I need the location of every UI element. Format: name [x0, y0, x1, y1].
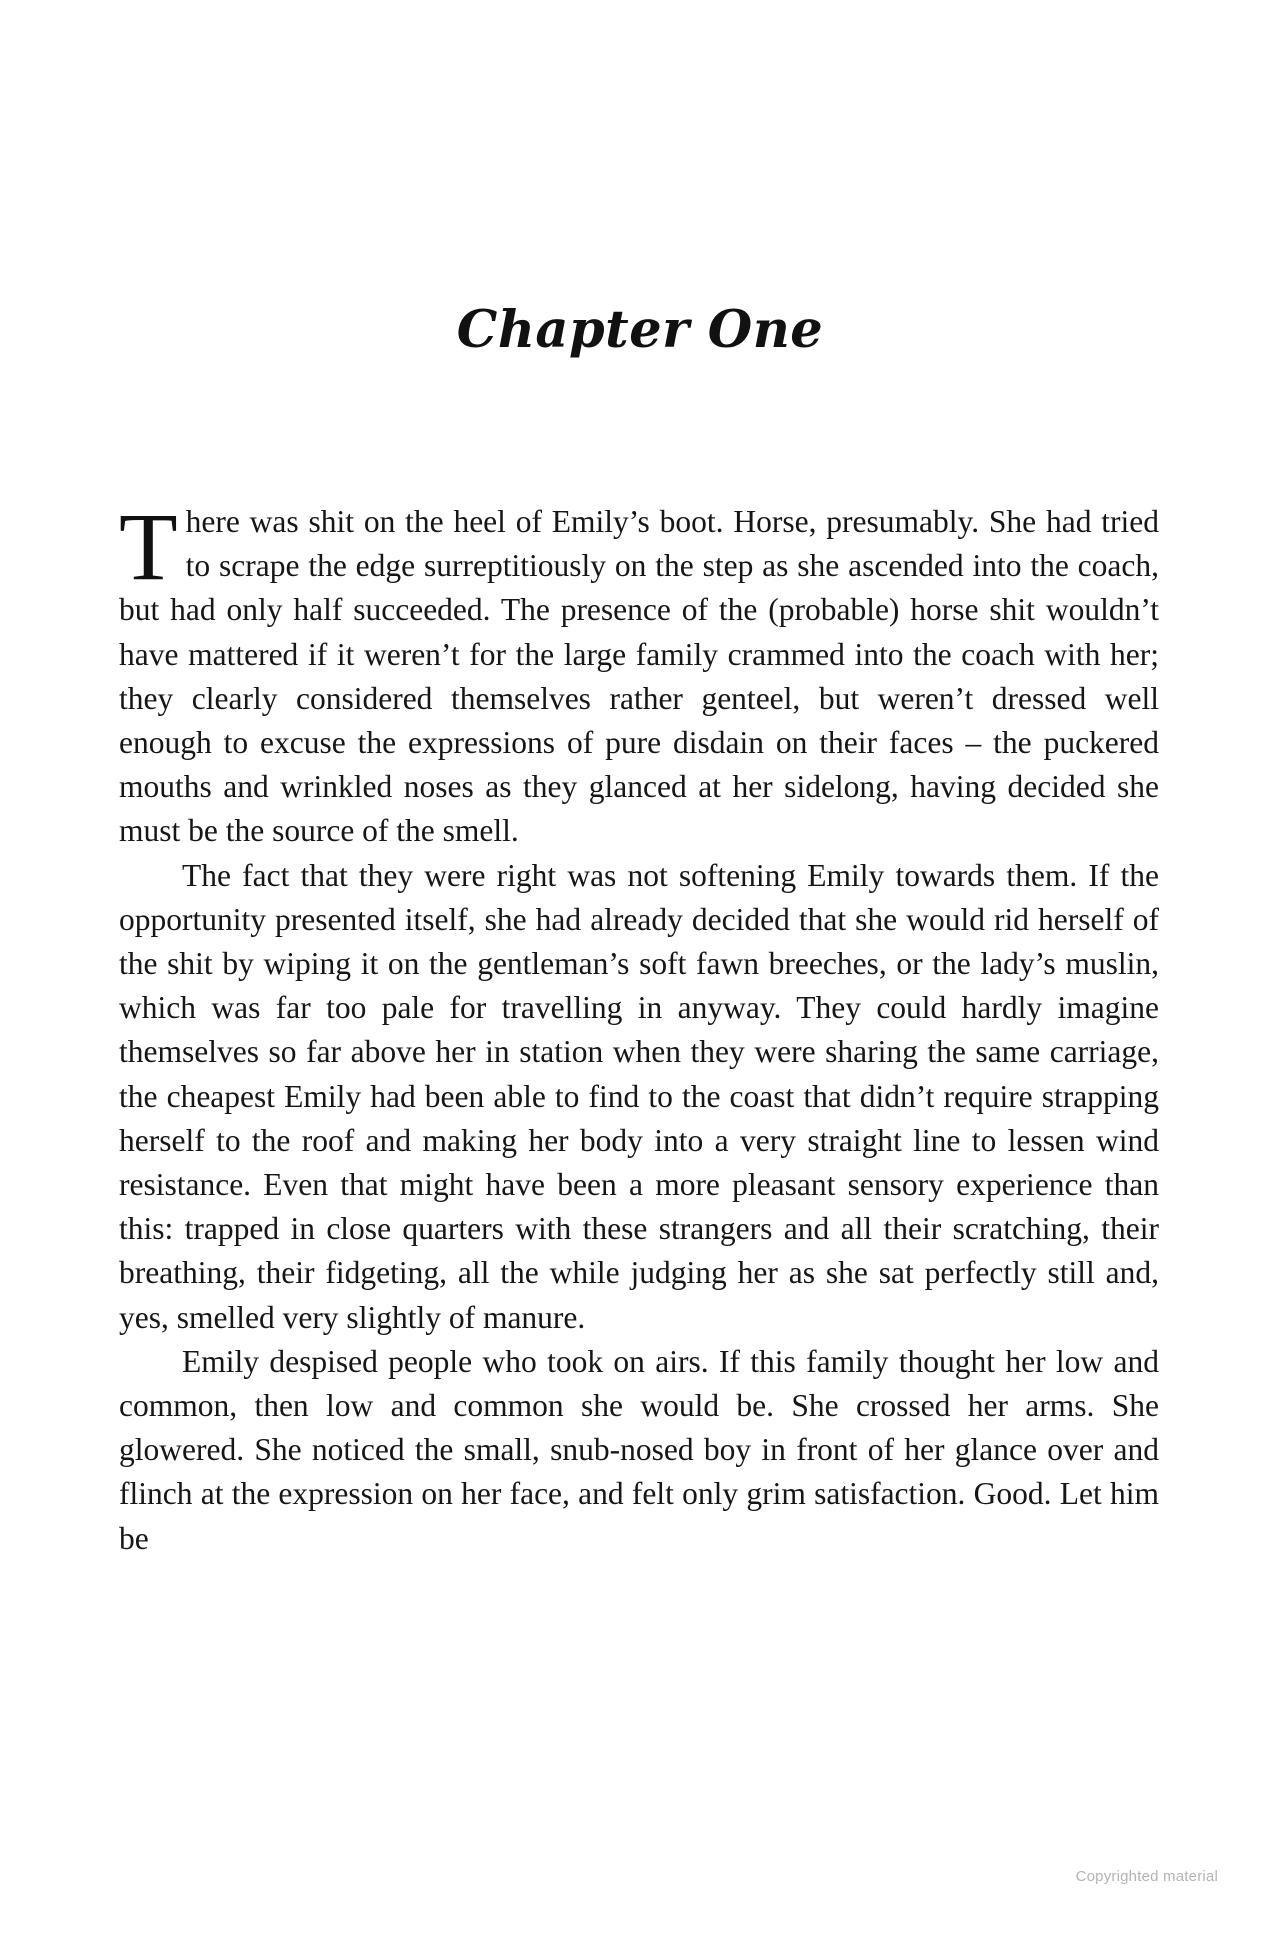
drop-cap: T	[119, 493, 178, 600]
copyright-notice: Copyrighted material	[1075, 1868, 1218, 1885]
body-text	[119, 493, 1159, 1561]
paragraph-1-text: here was shit on the heel of Emily’s boot. Horse, presumably. She had tried to scrape the edge surreptitiously on the step as she ascended into the coach, but had only half succeeded. The presence of the (probable) horse shit wouldn’t have mattered if it weren’t for the large family crammed into the coach with her; they clearly considered themselves rather genteel, but weren’t dressed well enough to excuse the expressions of pure disdain on their faces – the puckered mouths and wrinkled noses as they glanced at her sidelong, having decided she must be the source of the smell.	[119, 504, 1159, 849]
page-title: Chapter One	[456, 300, 824, 360]
paragraph-3: Emily despised people who took on airs. If this family thought her low and common, then low and common she would be. She crossed her arms. She glowered. She noticed the small, snub-nosed boy in front of her glance over and flinch at the expression on her face, and felt only grim satisfaction. Good. Let him be	[119, 1343, 1159, 1556]
paragraph-2: The fact that they were right was not softening Emily towards them. If the opportunity presented itself, she had already decided that she would rid herself of the shit by wiping it on the gentleman’s soft fawn breeches, or the lady’s muslin, which was far too pale for travelling in anyway. They could hardly imagine themselves so far above her in station when they were sharing the same carriage, the cheapest Emily had been able to find to the coast that didn’t require strapping herself to the roof and making her body into a very straight line to lessen wind resistance. Even that might have been a more pleasant sensory experience than this: trapped in close quarters with these strangers and all their scratching, their breathing, their fidgeting, all the while judging her as she sat perfectly still and, yes, smelled very slightly of manure.	[119, 857, 1159, 1335]
paragraph-1	[119, 493, 1159, 854]
